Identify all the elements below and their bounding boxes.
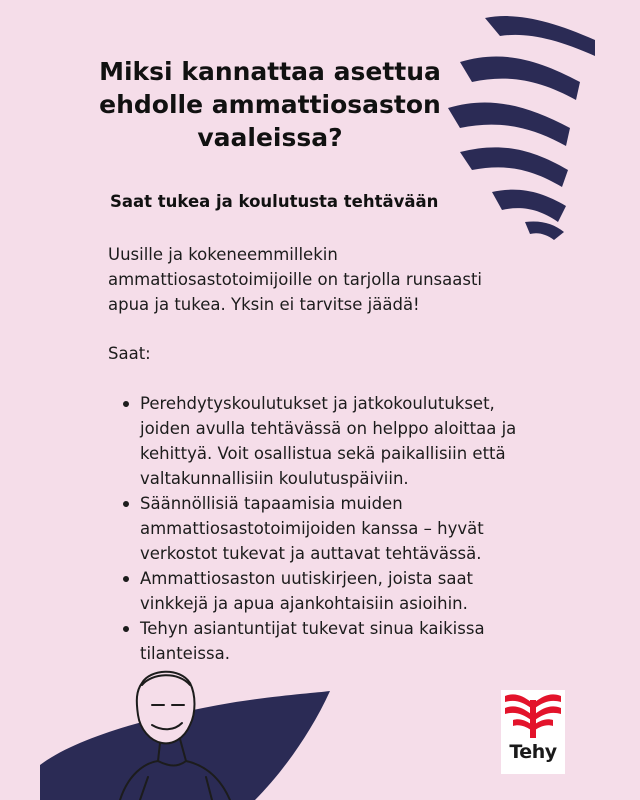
tehy-logo [501, 690, 565, 774]
benefits-list [120, 391, 520, 666]
list-item: Tehyn asiantuntijat tukevat sinua kaikissa tilanteissa. [120, 616, 520, 666]
person-illustration [40, 665, 330, 800]
wave-stripes-decoration [430, 10, 610, 240]
page-title: Miksi kannattaa asettua ehdolle ammattiosaston vaaleissa? [99, 57, 441, 152]
list-item: Perehdytyskoulutukset ja jatkokoulutukset, joiden avulla tehtävässä on helppo aloittaa ja kehittyä. Voit osallistua sekä paikallisiin että valtakunnallisiin koulutuspäiviin. [120, 391, 520, 491]
tehy-logo-mark-icon [501, 690, 565, 740]
list-item: Ammattiosaston uutiskirjeen, joista saat vinkkejä ja apua ajankohtaisiin asioihin. [120, 566, 520, 616]
section-heading: Saat tukea ja koulutusta tehtävään [110, 192, 439, 211]
intro-paragraph: Uusille ja kokeneemmillekin ammattiosastotoimijoille on tarjolla runsaasti apua ja tukea. Yksin ei tarvitse jäädä! [108, 245, 483, 314]
logo-text: Tehy [509, 741, 557, 763]
list-item: Säännöllisiä tapaamisia muiden ammattiosastotoimijoiden kanssa – hyvät verkostot tukevat ja auttavat tehtävässä. [120, 491, 520, 566]
saat-label: Saat: [108, 344, 151, 363]
